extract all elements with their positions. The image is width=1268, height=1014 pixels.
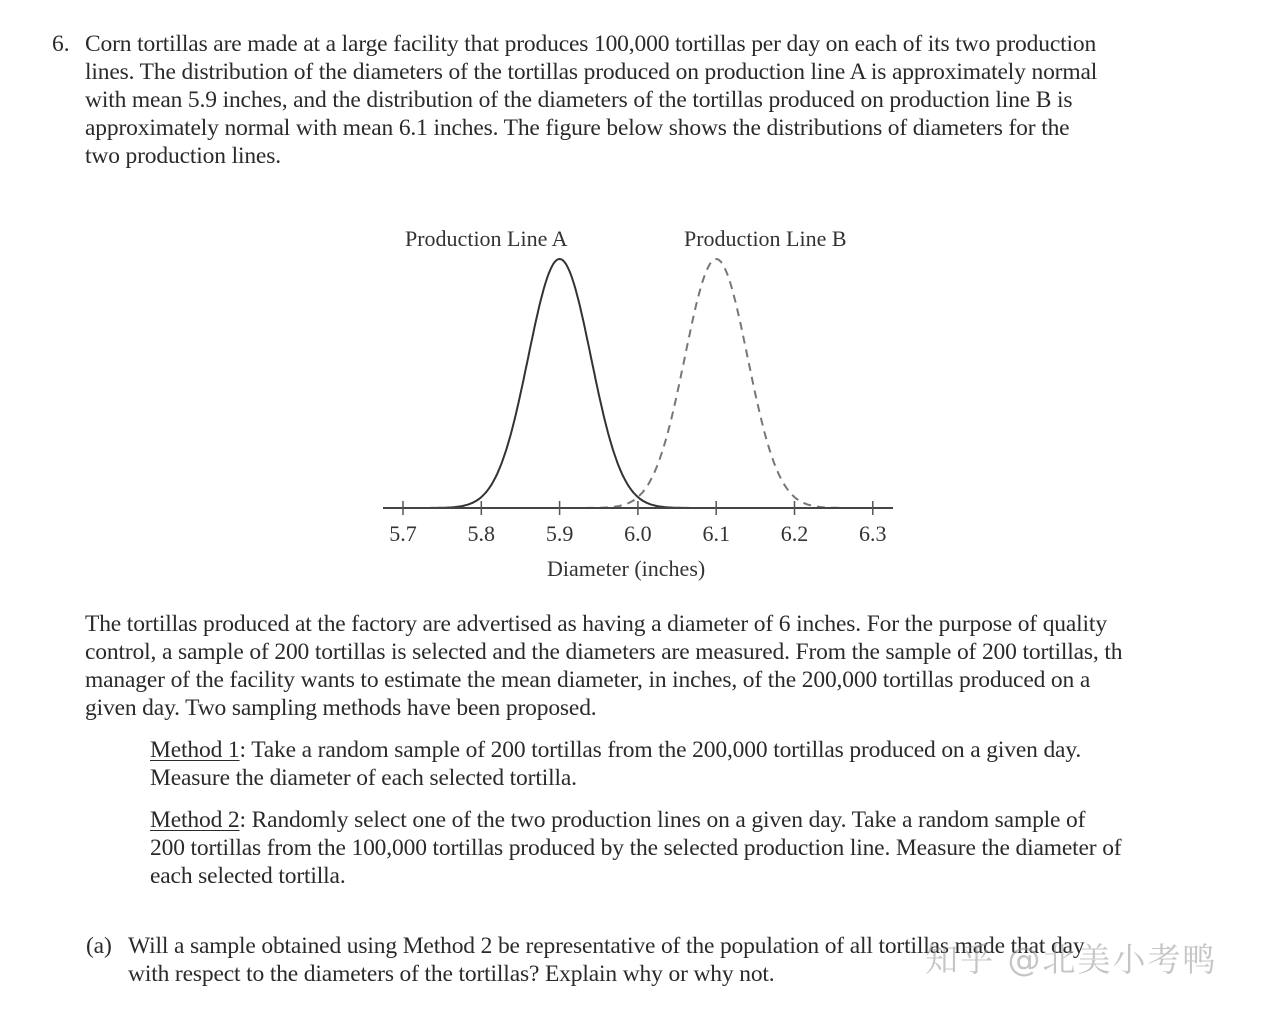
- x-tick-label: 6.2: [780, 521, 809, 546]
- method-2-label: Method 2: [150, 807, 240, 833]
- x-tick-label: 5.9: [545, 521, 574, 546]
- part-a-label: (a): [86, 933, 112, 959]
- x-tick-label: 6.3: [859, 521, 887, 546]
- intro-line: lines. The distribution of the diameters of the tortillas produced on production line A is approximately normal: [85, 59, 1098, 85]
- method-1-line: [150, 736, 1081, 764]
- method-1-line: Measure the diameter of each selected tortilla.: [150, 765, 577, 791]
- intro-line: with mean 5.9 inches, and the distribution of the diameters of the tortillas produced on production line B is: [85, 87, 1073, 113]
- method-2-line: 200 tortillas from the 100,000 tortillas produced by the selected production line. Measure the diameter of: [150, 835, 1122, 861]
- x-axis-label: Diameter (inches): [547, 556, 706, 581]
- x-tick-label: 5.8: [467, 521, 496, 546]
- method-2-line: [150, 806, 1085, 834]
- question-number: 6.: [52, 31, 70, 57]
- part-a-line: Will a sample obtained using Method 2 be representative of the population of all tortillas made that day: [128, 933, 1085, 959]
- intro-line: two production lines.: [85, 143, 281, 169]
- context-line: control, a sample of 200 tortillas is selected and the diameters are measured. From the sample of 200 tortillas, th: [85, 639, 1123, 665]
- legend-line-a: Production Line A: [405, 226, 568, 251]
- curve-line-a: [387, 259, 732, 508]
- chart-curves: [387, 259, 888, 508]
- x-tick-label: 6.1: [702, 521, 730, 546]
- watermark: 知乎 @北美小考鸭: [925, 940, 1218, 979]
- method-1-text: : Take a random sample of 200 tortillas from the 200,000 tortillas produced on a given day.: [239, 737, 1082, 763]
- x-tick-label: 5.7: [389, 521, 417, 546]
- intro-line: approximately normal with mean 6.1 inches. The figure below shows the distributions of diameters for the: [85, 115, 1070, 141]
- context-line: given day. Two sampling methods have been proposed.: [85, 695, 597, 721]
- intro-line: Corn tortillas are made at a large facility that produces 100,000 tortillas per day on each of its two production: [85, 31, 1097, 57]
- part-a-line: with respect to the diameters of the tortillas? Explain why or why not.: [128, 961, 775, 987]
- x-tick-label: 6.0: [624, 521, 652, 546]
- context-line: manager of the facility wants to estimate the mean diameter, in inches, of the 200,000 tortillas produced on a: [85, 667, 1091, 693]
- method-1-label: Method 1: [150, 737, 240, 763]
- method-2-line: each selected tortilla.: [150, 863, 346, 889]
- context-line: The tortillas produced at the factory are advertised as having a diameter of 6 inches. For the purpose of quality: [85, 611, 1107, 637]
- method-2-text: : Randomly select one of the two production lines on a given day. Take a random sample of: [239, 807, 1086, 833]
- legend-line-b: Production Line B: [684, 226, 847, 251]
